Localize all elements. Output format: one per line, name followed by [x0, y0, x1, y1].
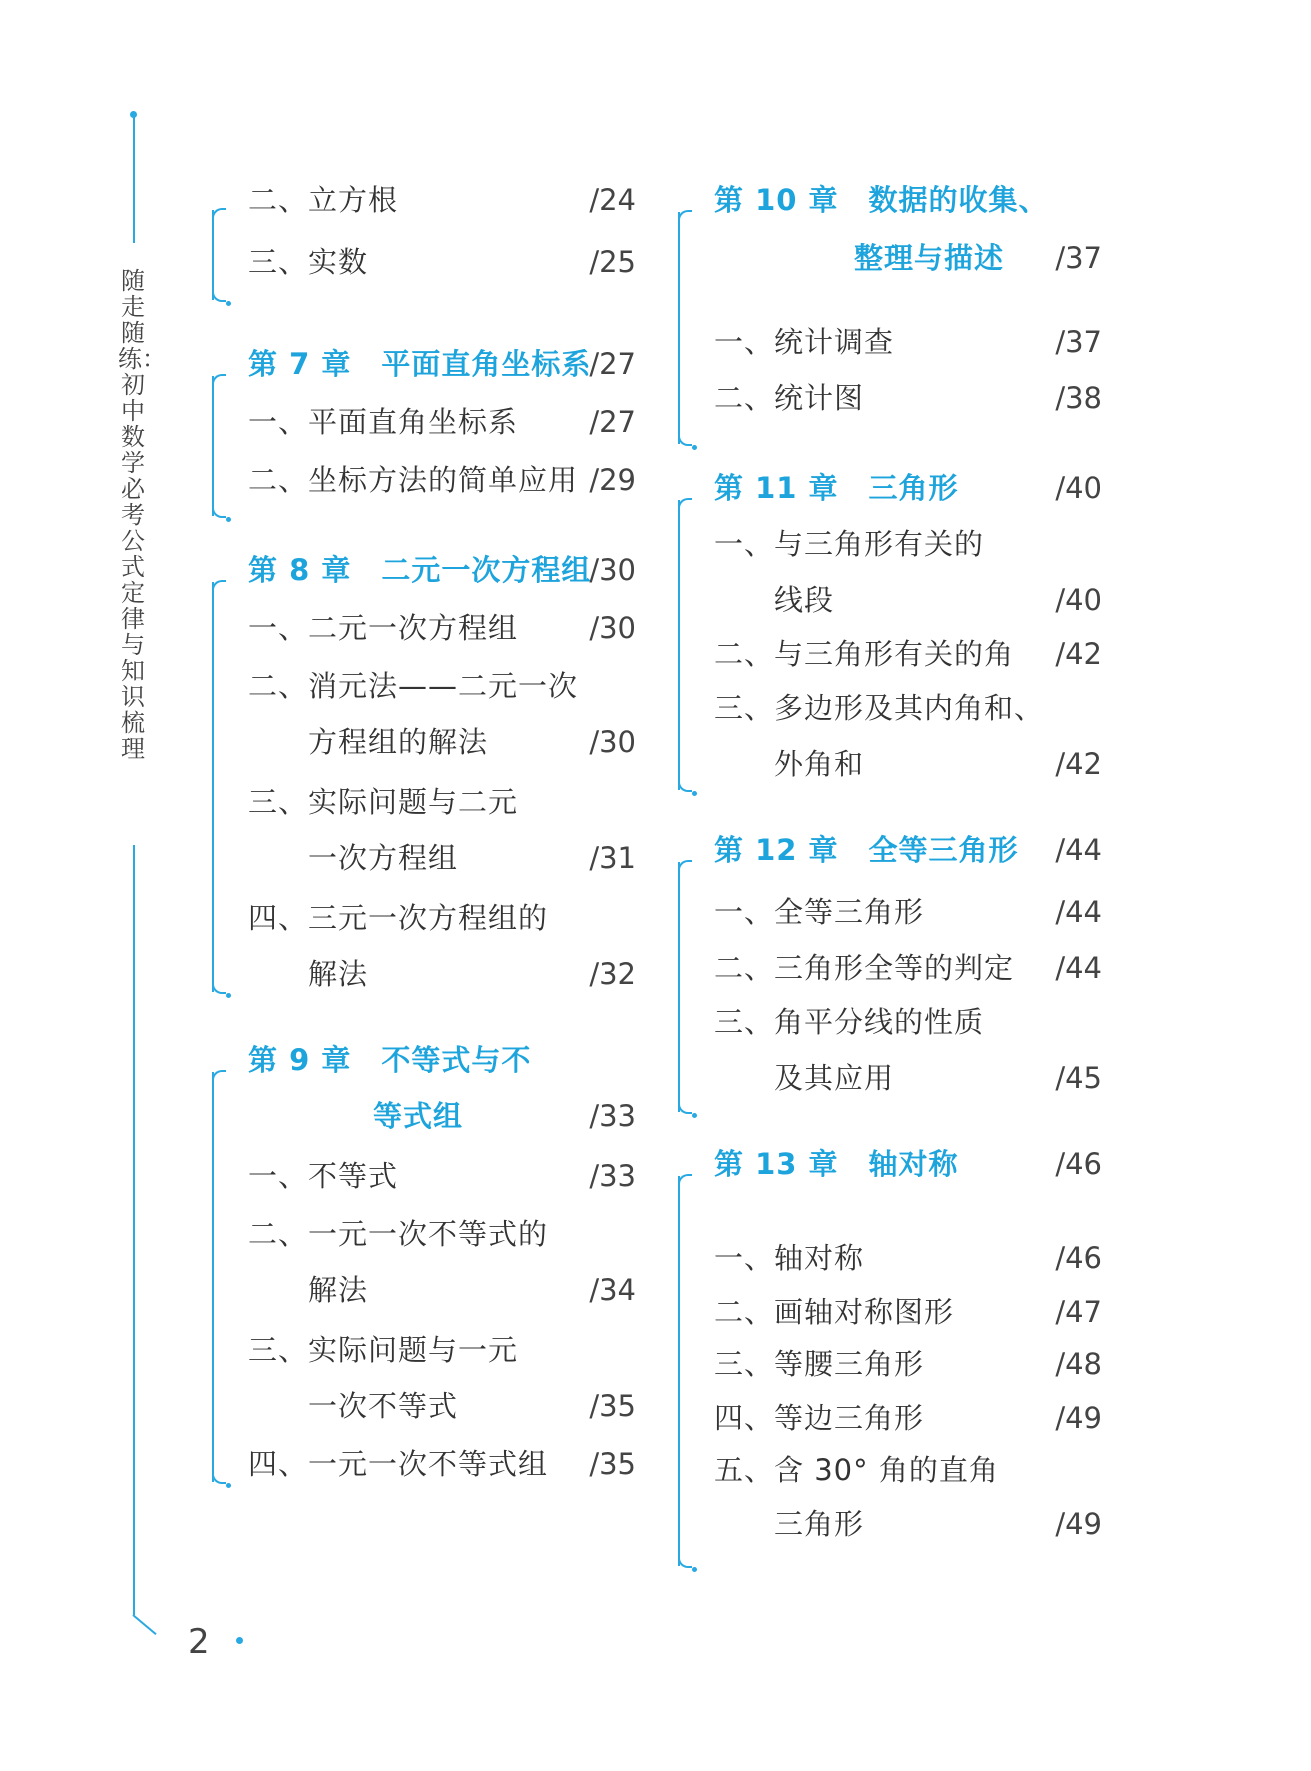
toc-row[interactable] [248, 1328, 636, 1372]
toc-row[interactable] [248, 1154, 636, 1198]
toc-row[interactable] [248, 720, 636, 764]
toc-row[interactable] [248, 896, 636, 940]
toc-row[interactable] [248, 606, 636, 650]
section-title: 三、实际问题与一元 [248, 1333, 519, 1367]
bracket-ch13 [678, 1176, 680, 1566]
toc-row[interactable] [714, 632, 1102, 676]
side-title: 随走随练：初中数学必考公式定律与知识梳理 [118, 267, 166, 763]
section-title: 一次方程组 [308, 841, 459, 875]
section-title: 三、实际问题与二元 [248, 785, 519, 819]
page-ref: /49 [1055, 1507, 1102, 1541]
toc-chapter-row[interactable] [714, 236, 1102, 280]
toc-row[interactable] [248, 780, 636, 824]
page-ref: /37 [1055, 325, 1102, 359]
toc-row[interactable] [248, 952, 636, 996]
page-ref: /46 [1055, 1241, 1102, 1275]
chapter-title: 第 7 章 平面直角坐标系 [248, 347, 592, 381]
section-title: 解法 [308, 1273, 369, 1307]
page-ref: /27 [589, 405, 636, 439]
side-line-top [133, 115, 135, 243]
section-title: 线段 [774, 583, 835, 617]
page-ref: /25 [589, 245, 636, 279]
section-title: 一、全等三角形 [714, 895, 925, 929]
section-title: 三、角平分线的性质 [714, 1005, 985, 1039]
toc-chapter-row[interactable] [714, 178, 1102, 222]
section-title: 解法 [308, 957, 369, 991]
toc-chapter-row[interactable] [248, 1038, 636, 1082]
section-title: 三、等腰三角形 [714, 1347, 925, 1381]
section-title: 五、含 30° 角的直角 [714, 1453, 999, 1487]
section-title: 二、统计图 [714, 381, 865, 415]
toc-row[interactable] [714, 946, 1102, 990]
chapter-title: 第 11 章 三角形 [714, 471, 959, 505]
page-ref: /30 [589, 553, 636, 587]
page-ref: /24 [589, 183, 636, 217]
toc-chapter-row[interactable] [248, 1094, 636, 1138]
section-title: 三、多边形及其内角和、 [714, 691, 1045, 725]
side-line-hook [132, 1614, 156, 1635]
toc-row[interactable] [248, 1384, 636, 1428]
toc-row[interactable] [714, 320, 1102, 364]
section-title: 四、一元一次不等式组 [248, 1447, 549, 1481]
page-ref: /42 [1055, 747, 1102, 781]
page-ref: /29 [589, 463, 636, 497]
page-ref: /44 [1055, 833, 1102, 867]
toc-row[interactable] [248, 458, 636, 502]
toc-row[interactable] [714, 1290, 1102, 1334]
page-ref: /40 [1055, 471, 1102, 505]
toc-row[interactable] [248, 664, 636, 708]
toc-chapter-row[interactable] [714, 828, 1102, 872]
section-title: 一、统计调查 [714, 325, 895, 359]
toc-row[interactable] [714, 1236, 1102, 1280]
chapter-title: 第 13 章 轴对称 [714, 1147, 959, 1181]
section-title: 外角和 [774, 747, 865, 781]
page-ref: /33 [589, 1099, 636, 1133]
page-number: 2 [188, 1622, 210, 1662]
bracket-ch7 [212, 376, 214, 516]
toc-row[interactable] [714, 376, 1102, 420]
chapter-title: 等式组 [373, 1099, 464, 1133]
section-title: 二、立方根 [248, 183, 399, 217]
page-ref: /40 [1055, 583, 1102, 617]
page-ref: /44 [1055, 951, 1102, 985]
section-title: 二、画轴对称图形 [714, 1295, 955, 1329]
page-ref: /35 [589, 1389, 636, 1423]
section-title: 一、不等式 [248, 1159, 399, 1193]
section-title: 一、与三角形有关的 [714, 527, 985, 561]
page-ref: /34 [589, 1273, 636, 1307]
toc-row[interactable] [248, 240, 636, 284]
toc-row[interactable] [714, 1502, 1102, 1546]
section-title: 二、与三角形有关的角 [714, 637, 1015, 671]
toc-row[interactable] [248, 1268, 636, 1312]
page-ref: /32 [589, 957, 636, 991]
section-title: 二、消元法——二元一次 [248, 669, 579, 703]
section-title: 一、二元一次方程组 [248, 611, 519, 645]
toc-chapter-row[interactable] [714, 466, 1102, 510]
toc-row[interactable] [714, 1448, 1102, 1492]
toc-chapter-row[interactable] [714, 1142, 1102, 1186]
page-ref: /30 [589, 725, 636, 759]
page-ref: /31 [589, 841, 636, 875]
toc-chapter-row[interactable] [248, 342, 636, 386]
section-title: 及其应用 [774, 1061, 895, 1095]
toc-row[interactable] [248, 178, 636, 222]
page-ref: /44 [1055, 895, 1102, 929]
toc-row[interactable] [714, 1396, 1102, 1440]
page-ref: /27 [589, 347, 636, 381]
chapter-title: 第 8 章 二元一次方程组 [248, 553, 592, 587]
toc-row[interactable] [714, 1056, 1102, 1100]
chapter-title: 整理与描述 [854, 241, 1005, 275]
toc-row[interactable] [714, 578, 1102, 622]
bracket-ch9 [212, 1072, 214, 1482]
toc-row[interactable] [714, 686, 1102, 730]
bracket-ch12 [678, 862, 680, 1112]
section-title: 四、等边三角形 [714, 1401, 925, 1435]
toc-row[interactable] [248, 836, 636, 880]
toc-row[interactable] [714, 1342, 1102, 1386]
page-ref: /48 [1055, 1347, 1102, 1381]
toc-row[interactable] [248, 1442, 636, 1486]
chapter-title: 第 12 章 全等三角形 [714, 833, 1019, 867]
page-ref: /38 [1055, 381, 1102, 415]
section-title: 二、坐标方法的简单应用 [248, 463, 579, 497]
page-ref: /30 [589, 611, 636, 645]
page-ref: /37 [1055, 241, 1102, 275]
bracket-ch11 [678, 500, 680, 790]
toc-row[interactable] [248, 400, 636, 444]
toc-row[interactable] [714, 742, 1102, 786]
section-title: 方程组的解法 [308, 725, 489, 759]
section-title: 二、三角形全等的判定 [714, 951, 1015, 985]
page-ref: /35 [589, 1447, 636, 1481]
toc-row[interactable] [714, 522, 1102, 566]
page-ref: /46 [1055, 1147, 1102, 1181]
section-title: 一、轴对称 [714, 1241, 865, 1275]
toc-row[interactable] [248, 1212, 636, 1256]
page-ref: /49 [1055, 1401, 1102, 1435]
section-title: 四、三元一次方程组的 [248, 901, 549, 935]
section-title: 一次不等式 [308, 1389, 459, 1423]
section-title: 二、一元一次不等式的 [248, 1217, 549, 1251]
side-line-bottom [133, 845, 135, 1615]
section-title: 三、实数 [248, 245, 369, 279]
toc-row[interactable] [714, 890, 1102, 934]
side-line-top-dot [130, 111, 137, 118]
chapter-title: 第 9 章 不等式与不 [248, 1043, 532, 1077]
page-ref: /33 [589, 1159, 636, 1193]
page-ref: /45 [1055, 1061, 1102, 1095]
toc-chapter-row[interactable] [248, 548, 636, 592]
bracket-ch10 [678, 212, 680, 444]
bracket-ch6-tail [212, 210, 214, 300]
section-title: 一、平面直角坐标系 [248, 405, 519, 439]
page-ref: /42 [1055, 637, 1102, 671]
section-title: 三角形 [774, 1507, 865, 1541]
bracket-ch8 [212, 582, 214, 992]
page-dot [236, 1637, 243, 1644]
chapter-title: 第 10 章 数据的收集、 [714, 183, 1049, 217]
page-ref: /47 [1055, 1295, 1102, 1329]
toc-row[interactable] [714, 1000, 1102, 1044]
